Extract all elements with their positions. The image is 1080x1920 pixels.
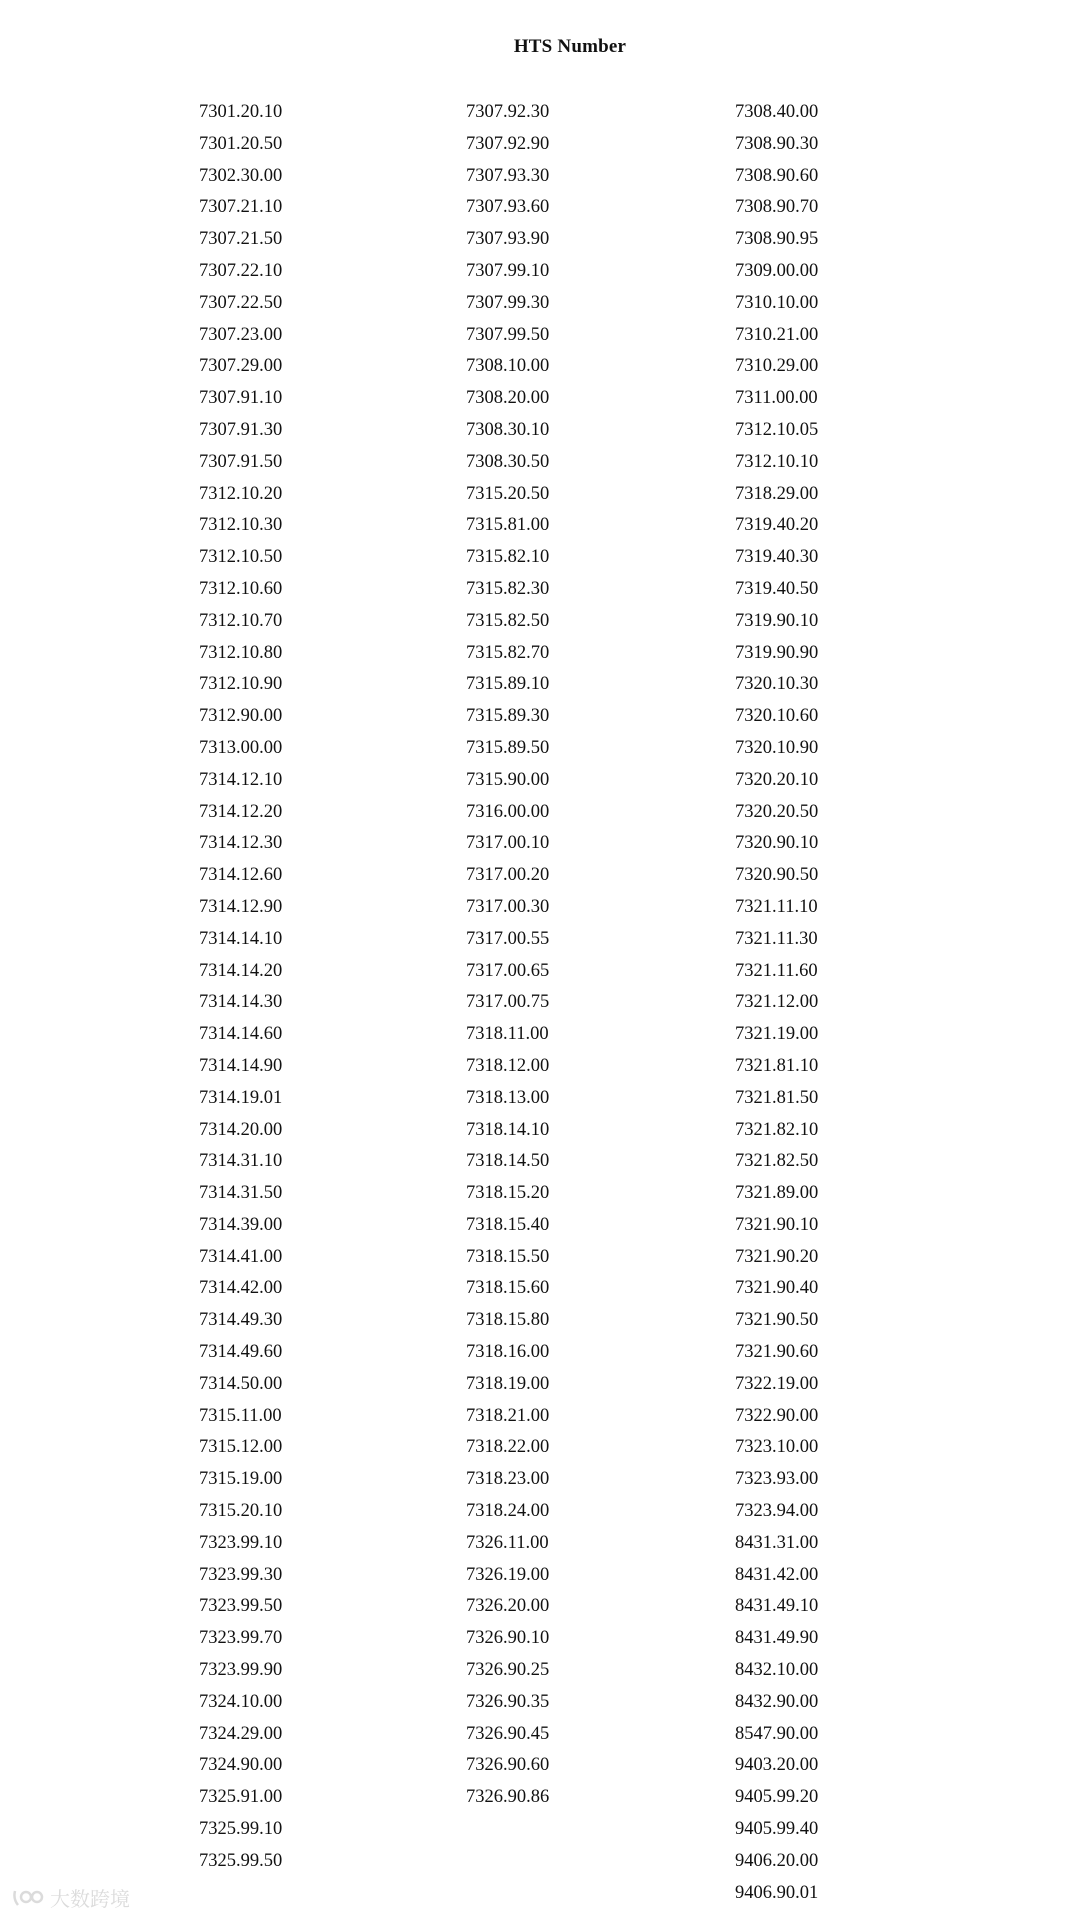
hts-column-2	[466, 97, 626, 1814]
hts-number: 7314.12.60	[199, 865, 283, 886]
hts-number: 7318.12.00	[466, 1055, 550, 1076]
hts-number: 7324.90.00	[199, 1755, 283, 1776]
hts-number: 7310.29.00	[735, 356, 819, 377]
hts-number: 7323.99.10	[199, 1532, 283, 1553]
hts-number: 7314.49.30	[199, 1310, 283, 1331]
hts-number: 7312.10.70	[199, 610, 283, 631]
hts-number: 7324.29.00	[199, 1723, 283, 1744]
hts-number: 7321.12.00	[735, 992, 819, 1013]
hts-number: 7323.99.90	[199, 1660, 283, 1681]
hts-number: 7307.92.90	[466, 133, 550, 154]
hts-number: 7318.15.40	[466, 1214, 550, 1235]
watermark-text: 大数跨境	[50, 1887, 130, 1911]
hts-number: 7307.21.10	[199, 197, 283, 218]
hts-number: 7326.90.45	[466, 1723, 550, 1744]
hts-number: 7321.90.10	[735, 1214, 819, 1235]
hts-number: 7326.90.35	[466, 1691, 550, 1712]
hts-number: 7320.90.50	[735, 865, 819, 886]
hts-number: 7323.99.30	[199, 1564, 283, 1585]
hts-number: 7316.00.00	[466, 801, 550, 822]
hts-number: 7324.10.00	[199, 1691, 283, 1712]
hts-number: 7318.19.00	[466, 1373, 550, 1394]
hts-number: 7313.00.00	[199, 737, 283, 758]
hts-number: 7307.93.30	[466, 165, 550, 186]
hts-number: 7318.21.00	[466, 1405, 550, 1426]
hts-number: 7314.20.00	[199, 1119, 283, 1140]
hts-number: 8547.90.00	[735, 1723, 819, 1744]
hts-number: 9403.20.00	[735, 1755, 819, 1776]
hts-number: 7319.40.50	[735, 578, 819, 599]
hts-number: 7320.90.10	[735, 833, 819, 854]
hts-number: 7314.42.00	[199, 1278, 283, 1299]
hts-number: 7307.92.30	[466, 102, 550, 122]
hts-number: 7315.20.10	[199, 1501, 283, 1522]
page-title: HTS Number	[513, 36, 627, 57]
hts-number: 7301.20.50	[199, 133, 283, 154]
hts-number: 7308.90.70	[735, 197, 819, 218]
hts-number: 7320.20.10	[735, 769, 819, 790]
hts-number: 7307.99.30	[466, 292, 550, 313]
hts-number: 7312.10.20	[199, 483, 283, 504]
hts-number: 7312.90.00	[199, 706, 283, 727]
hts-number: 7317.00.65	[466, 960, 550, 981]
hts-number: 7310.21.00	[735, 324, 819, 345]
hts-number: 7318.11.00	[466, 1024, 549, 1045]
hts-number: 7318.15.50	[466, 1246, 550, 1267]
hts-number: 7326.90.86	[466, 1787, 550, 1808]
hts-number: 7307.93.60	[466, 197, 550, 218]
hts-number: 7325.91.00	[199, 1787, 283, 1808]
hts-number: 8432.90.00	[735, 1691, 819, 1712]
hts-number: 7320.10.30	[735, 674, 819, 695]
hts-number: 7325.99.50	[199, 1850, 283, 1871]
hts-number: 7319.90.90	[735, 642, 819, 663]
hts-number: 7315.89.50	[466, 737, 550, 758]
hts-number: 7314.39.00	[199, 1214, 283, 1235]
hts-number: 7317.00.30	[466, 896, 550, 917]
hts-number: 7320.10.90	[735, 737, 819, 758]
hts-number: 7308.10.00	[466, 356, 550, 377]
hts-number: 7314.12.20	[199, 801, 283, 822]
hts-number: 9405.99.20	[735, 1787, 819, 1808]
hts-number: 7315.12.00	[199, 1437, 283, 1458]
hts-number: 7315.82.30	[466, 578, 550, 599]
hts-number: 7323.99.70	[199, 1628, 283, 1649]
hts-number: 7321.81.10	[735, 1055, 819, 1076]
hts-number: 7323.10.00	[735, 1437, 819, 1458]
hts-number: 7321.90.20	[735, 1246, 819, 1267]
hts-number: 7321.11.30	[735, 928, 818, 949]
hts-number: 7307.23.00	[199, 324, 283, 345]
hts-number: 7307.91.50	[199, 451, 283, 472]
hts-number: 9406.90.01	[735, 1882, 819, 1903]
hts-number: 7307.21.50	[199, 229, 283, 250]
hts-number: 7307.99.50	[466, 324, 550, 345]
hts-number: 7318.15.80	[466, 1310, 550, 1331]
hts-number: 7312.10.30	[199, 515, 283, 536]
hts-number: 7318.22.00	[466, 1437, 550, 1458]
hts-number: 7307.22.50	[199, 292, 283, 313]
hts-number: 7315.82.50	[466, 610, 550, 631]
hts-number: 7307.91.10	[199, 388, 283, 409]
hts-number: 7322.90.00	[735, 1405, 819, 1426]
watermark	[12, 1883, 130, 1912]
hts-number: 7317.00.10	[466, 833, 550, 854]
hts-number: 7312.10.60	[199, 578, 283, 599]
hts-number: 7312.10.05	[735, 419, 819, 440]
hts-number: 7307.29.00	[199, 356, 283, 377]
hts-number: 7318.24.00	[466, 1501, 550, 1522]
hts-number: 7318.15.20	[466, 1183, 550, 1204]
logo-icon	[12, 1887, 46, 1909]
hts-number: 7320.20.50	[735, 801, 819, 822]
hts-number: 7314.14.90	[199, 1055, 283, 1076]
hts-number: 7323.94.00	[735, 1501, 819, 1522]
hts-number: 7310.10.00	[735, 292, 819, 313]
hts-number: 7325.99.10	[199, 1819, 283, 1840]
hts-number: 8432.10.00	[735, 1660, 819, 1681]
hts-number: 7321.19.00	[735, 1024, 819, 1045]
hts-number: 7312.10.90	[199, 674, 283, 695]
hts-number: 7323.99.50	[199, 1596, 283, 1617]
hts-number: 7315.82.10	[466, 547, 550, 568]
hts-number: 7315.11.00	[199, 1405, 282, 1426]
hts-number: 7312.10.10	[735, 451, 819, 472]
hts-number: 7314.14.20	[199, 960, 283, 981]
hts-number: 7319.40.30	[735, 547, 819, 568]
hts-number: 7320.10.60	[735, 706, 819, 727]
hts-number: 7312.10.80	[199, 642, 283, 663]
hts-number: 7301.20.10	[199, 102, 283, 122]
hts-number: 7314.49.60	[199, 1342, 283, 1363]
hts-number: 7309.00.00	[735, 260, 819, 281]
hts-number: 7314.12.30	[199, 833, 283, 854]
hts-number: 7318.13.00	[466, 1087, 550, 1108]
hts-number: 7308.90.95	[735, 229, 819, 250]
hts-number: 7317.00.55	[466, 928, 550, 949]
hts-number: 7315.19.00	[199, 1469, 283, 1490]
hts-number: 7314.14.10	[199, 928, 283, 949]
hts-number: 7314.50.00	[199, 1373, 283, 1394]
hts-number: 7321.82.50	[735, 1151, 819, 1172]
hts-column-3	[735, 97, 895, 1909]
hts-number: 7307.99.10	[466, 260, 550, 281]
hts-number: 7326.90.25	[466, 1660, 550, 1681]
hts-number: 7315.81.00	[466, 515, 550, 536]
hts-number: 7318.16.00	[466, 1342, 550, 1363]
hts-number: 7321.82.10	[735, 1119, 819, 1140]
hts-number: 7312.10.50	[199, 547, 283, 568]
hts-number: 8431.49.10	[735, 1596, 819, 1617]
hts-number: 7315.89.30	[466, 706, 550, 727]
hts-number: 8431.42.00	[735, 1564, 819, 1585]
hts-number: 8431.49.90	[735, 1628, 819, 1649]
hts-number: 7317.00.75	[466, 992, 550, 1013]
hts-column-1	[199, 97, 359, 1878]
hts-number: 7314.19.01	[199, 1087, 283, 1108]
hts-number: 7326.20.00	[466, 1596, 550, 1617]
hts-number: 7321.11.10	[735, 896, 818, 917]
hts-number: 7308.40.00	[735, 102, 819, 122]
hts-number: 7315.90.00	[466, 769, 550, 790]
hts-number: 7321.90.50	[735, 1310, 819, 1331]
hts-number: 7322.19.00	[735, 1373, 819, 1394]
hts-number: 7326.11.00	[466, 1532, 549, 1553]
hts-number: 7307.91.30	[199, 419, 283, 440]
hts-number: 7326.19.00	[466, 1564, 550, 1585]
hts-number: 7318.14.10	[466, 1119, 550, 1140]
hts-number: 7314.14.30	[199, 992, 283, 1013]
hts-number: 7319.90.10	[735, 610, 819, 631]
hts-number: 7302.30.00	[199, 165, 283, 186]
hts-number: 9406.20.00	[735, 1850, 819, 1871]
hts-number: 7308.30.50	[466, 451, 550, 472]
hts-number: 7315.20.50	[466, 483, 550, 504]
hts-number: 7307.93.90	[466, 229, 550, 250]
hts-number: 7308.90.60	[735, 165, 819, 186]
hts-number: 7314.12.10	[199, 769, 283, 790]
hts-number: 8431.31.00	[735, 1532, 819, 1553]
hts-number: 7318.23.00	[466, 1469, 550, 1490]
hts-number: 7314.31.50	[199, 1183, 283, 1204]
hts-number: 7315.89.10	[466, 674, 550, 695]
hts-number: 9405.99.40	[735, 1819, 819, 1840]
hts-number: 7326.90.10	[466, 1628, 550, 1649]
hts-number: 7323.93.00	[735, 1469, 819, 1490]
hts-number: 7314.31.10	[199, 1151, 283, 1172]
hts-number: 7308.90.30	[735, 133, 819, 154]
hts-number: 7314.41.00	[199, 1246, 283, 1267]
hts-number: 7321.81.50	[735, 1087, 819, 1108]
hts-number: 7321.90.60	[735, 1342, 819, 1363]
hts-number: 7321.89.00	[735, 1183, 819, 1204]
hts-number: 7317.00.20	[466, 865, 550, 886]
hts-number: 7326.90.60	[466, 1755, 550, 1776]
hts-number: 7318.15.60	[466, 1278, 550, 1299]
hts-number: 7311.00.00	[735, 388, 818, 409]
hts-number: 7308.30.10	[466, 419, 550, 440]
hts-number: 7321.11.60	[735, 960, 818, 981]
hts-number: 7321.90.40	[735, 1278, 819, 1299]
hts-number: 7314.14.60	[199, 1024, 283, 1045]
hts-number: 7315.82.70	[466, 642, 550, 663]
hts-number: 7318.29.00	[735, 483, 819, 504]
hts-number: 7314.12.90	[199, 896, 283, 917]
hts-number: 7318.14.50	[466, 1151, 550, 1172]
hts-number: 7308.20.00	[466, 388, 550, 409]
hts-number: 7319.40.20	[735, 515, 819, 536]
hts-number: 7307.22.10	[199, 260, 283, 281]
